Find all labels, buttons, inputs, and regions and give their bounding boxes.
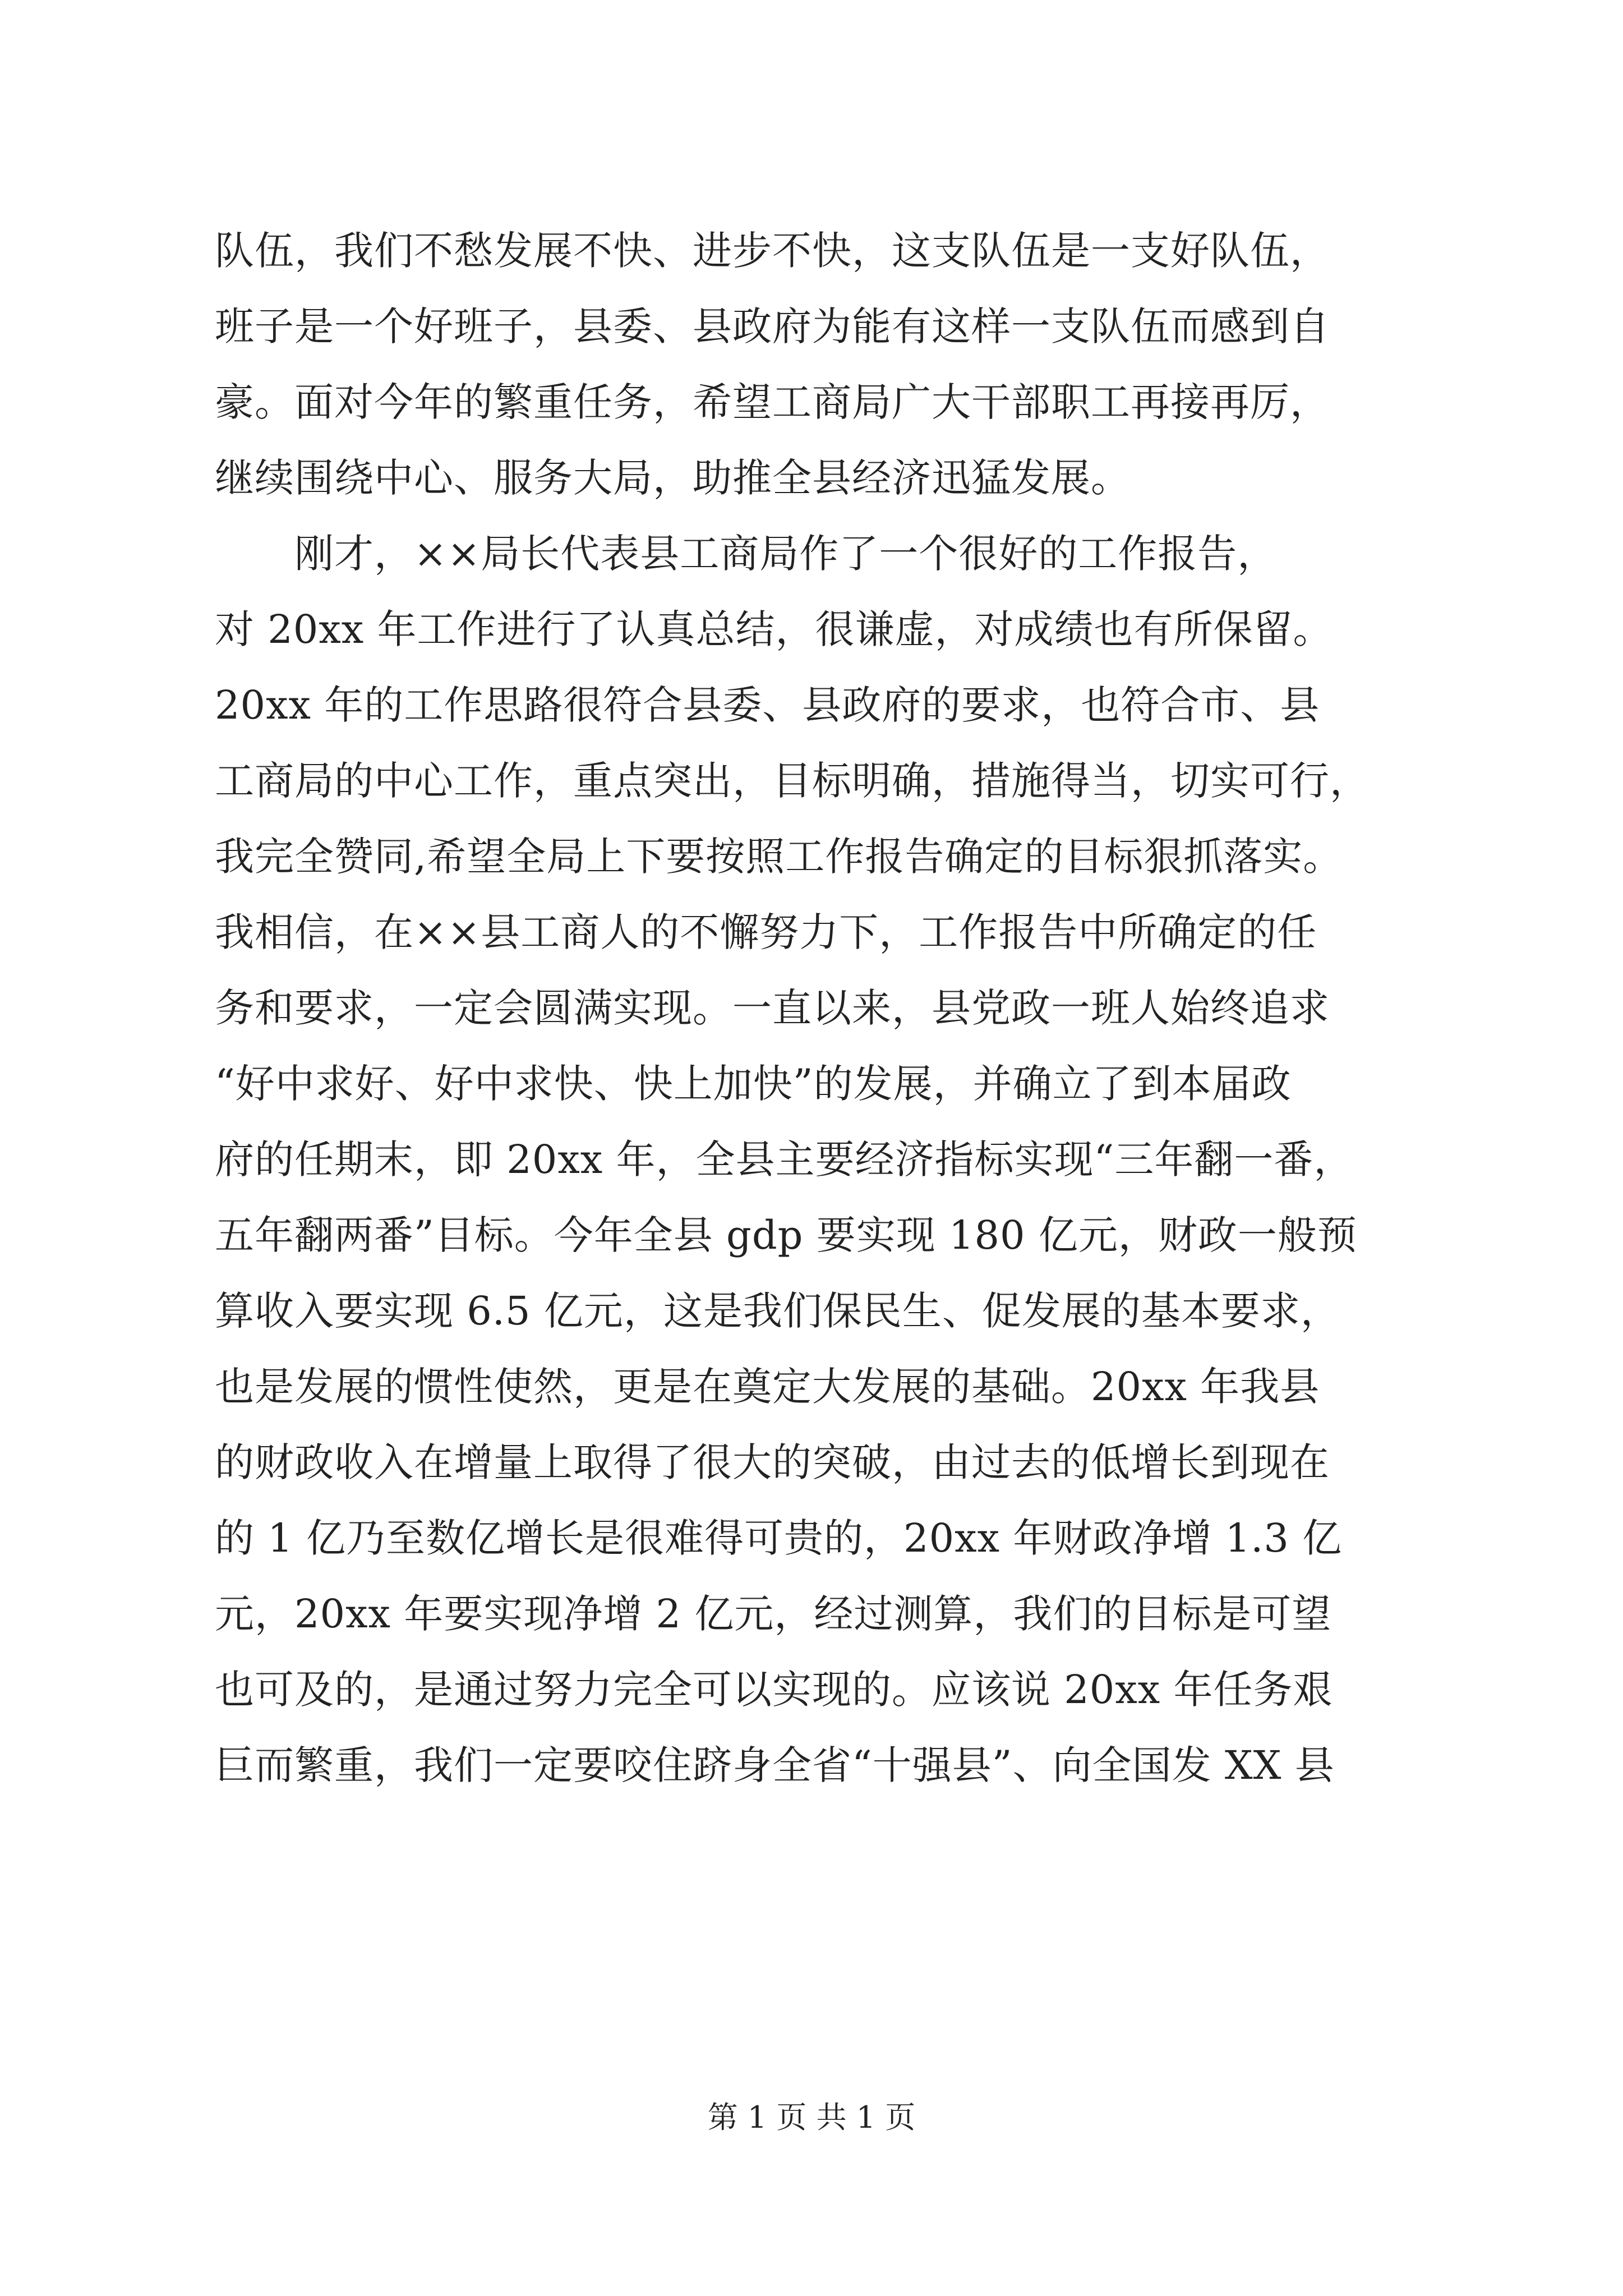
text-line: 的财政收入在增量上取得了很大的突破，由过去的低增长到现在: [215, 1439, 1330, 1485]
text-line: 算收入要实现 6.5 亿元，这是我们保民生、促发展的基本要求，: [215, 1288, 1340, 1334]
text-line: 20xx 年的工作思路很符合县委、县政府的要求，也符合市、县: [215, 682, 1320, 728]
text-line: 对 20xx 年工作进行了认真总结，很谦虚，对成绩也有所保留。: [215, 606, 1333, 652]
text-line: 工商局的中心工作，重点突出，目标明确，措施得当，切实可行，: [215, 758, 1370, 804]
text-line: 也是发展的惯性使然，更是在奠定大发展的基础。20xx 年我县: [215, 1364, 1320, 1410]
text-line: 五年翻两番”目标。今年全县 gdp 要实现 180 亿元，财政一般预: [215, 1212, 1357, 1258]
text-line: 的 1 亿乃至数亿增长是很难得可贵的，20xx 年财政净增 1.3 亿: [215, 1515, 1343, 1561]
text-line: 也可及的，是通过努力完全可以实现的。应该说 20xx 年任务艰: [215, 1667, 1333, 1713]
text-line: “好中求好、好中求快、快上加快”的发展，并确立了到本届政: [215, 1061, 1292, 1107]
text-line: 我相信，在××县工商人的不懈努力下，工作报告中所确定的任: [215, 909, 1317, 955]
page-number: 第 1 页 共 1 页: [707, 2100, 916, 2135]
page-footer: [0, 2098, 1623, 2137]
text-line: 府的任期末，即 20xx 年，全县主要经济指标实现“三年翻一番，: [215, 1137, 1354, 1182]
text-line: 刚才，××局长代表县工商局作了一个很好的工作报告，: [215, 531, 1278, 577]
body-text: [215, 213, 1422, 1803]
text-line: 班子是一个好班子，县委、县政府为能有这样一支队伍而感到自: [215, 303, 1330, 349]
text-line: 我完全赞同,希望全局上下要按照工作报告确定的目标狠抓落实。: [215, 834, 1343, 880]
text-line: 元，20xx 年要实现净增 2 亿元，经过测算，我们的目标是可望: [215, 1591, 1332, 1637]
text-line: 务和要求，一定会圆满实现。一直以来，县党政一班人始终追求: [215, 985, 1330, 1031]
text-line: 巨而繁重，我们一定要咬住跻身全省“十强县”、向全国发 XX 县: [215, 1742, 1335, 1788]
text-line: 继续围绕中心、服务大局，助推全县经济迅猛发展。: [215, 455, 1131, 501]
text-line: 豪。面对今年的繁重任务，希望工商局广大干部职工再接再厉，: [215, 379, 1330, 425]
text-line: 队伍，我们不愁发展不快、进步不快，这支队伍是一支好队伍，: [215, 228, 1330, 274]
